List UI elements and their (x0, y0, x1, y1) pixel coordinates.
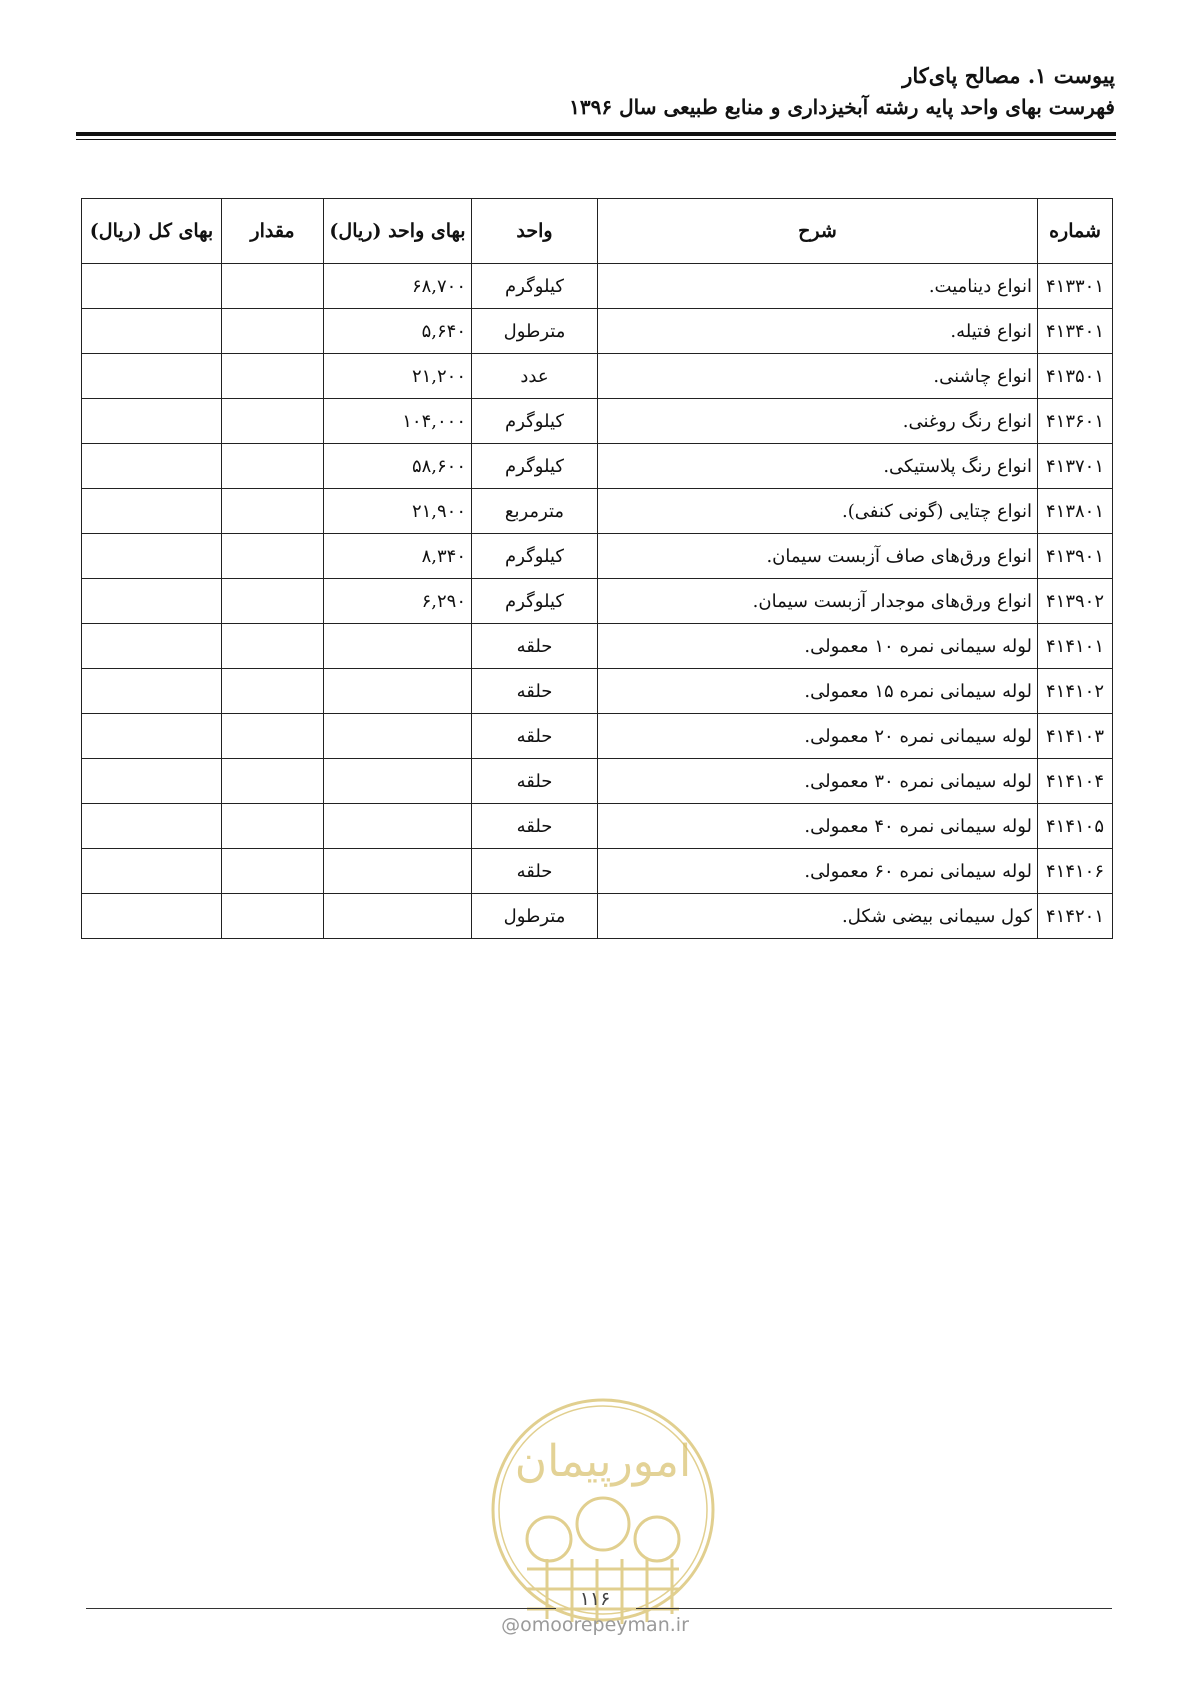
table-row (82, 849, 1113, 894)
watermark-text: امورپیمان (514, 1436, 692, 1487)
row-description: انواع چاشنی. (598, 354, 1038, 399)
table-row (82, 624, 1113, 669)
row-code: ۴۱۴۲۰۱ (1038, 894, 1113, 939)
table-row (82, 444, 1113, 489)
row-code: ۴۱۳۹۰۲ (1038, 579, 1113, 624)
row-total-price (82, 714, 222, 759)
table-row (82, 804, 1113, 849)
footer-rule-left (86, 1608, 556, 1609)
website-credit: @omoorepeyman.ir (501, 1614, 689, 1636)
row-quantity (222, 399, 324, 444)
table-header-row (82, 199, 1113, 264)
table-row (82, 399, 1113, 444)
row-total-price (82, 579, 222, 624)
row-unit: کیلوگرم (472, 534, 598, 579)
row-code: ۴۱۴۱۰۶ (1038, 849, 1113, 894)
row-unit: حلقه (472, 759, 598, 804)
row-description: لوله سیمانی نمره ۱۵ معمولی. (598, 669, 1038, 714)
table-row (82, 714, 1113, 759)
row-total-price (82, 759, 222, 804)
row-code: ۴۱۴۱۰۴ (1038, 759, 1113, 804)
row-unit: حلقه (472, 669, 598, 714)
row-quantity (222, 354, 324, 399)
row-description: انواع رنگ روغنی. (598, 399, 1038, 444)
row-code: ۴۱۳۳۰۱ (1038, 264, 1113, 309)
row-code: ۴۱۴۱۰۲ (1038, 669, 1113, 714)
row-total-price (82, 894, 222, 939)
row-unit-price (324, 849, 472, 894)
row-unit-price: ۲۱,۲۰۰ (324, 354, 472, 399)
row-unit: کیلوگرم (472, 579, 598, 624)
row-code: ۴۱۳۹۰۱ (1038, 534, 1113, 579)
row-quantity (222, 579, 324, 624)
col-header-total-price: بهای کل (ریال) (82, 199, 222, 264)
table-row (82, 669, 1113, 714)
row-total-price (82, 804, 222, 849)
row-unit: عدد (472, 354, 598, 399)
row-quantity (222, 894, 324, 939)
row-unit-price (324, 624, 472, 669)
table-row (82, 264, 1113, 309)
row-quantity (222, 489, 324, 534)
appendix-title: پیوست ۱. مصالح پای‌کار (902, 63, 1115, 88)
row-unit-price (324, 804, 472, 849)
row-code: ۴۱۳۸۰۱ (1038, 489, 1113, 534)
row-code: ۴۱۳۵۰۱ (1038, 354, 1113, 399)
row-total-price (82, 624, 222, 669)
row-code: ۴۱۴۱۰۱ (1038, 624, 1113, 669)
row-total-price (82, 264, 222, 309)
row-description: کول سیمانی بیضی شکل. (598, 894, 1038, 939)
header-rule-thin (76, 139, 1116, 140)
header-rule-thick (76, 132, 1116, 136)
row-unit-price (324, 894, 472, 939)
row-unit: حلقه (472, 849, 598, 894)
row-description: لوله سیمانی نمره ۶۰ معمولی. (598, 849, 1038, 894)
row-total-price (82, 489, 222, 534)
row-unit-price: ۲۱,۹۰۰ (324, 489, 472, 534)
row-unit-price (324, 759, 472, 804)
col-header-unit-price: بهای واحد (ریال) (324, 199, 472, 264)
col-header-description: شرح (598, 199, 1038, 264)
col-header-quantity: مقدار (222, 199, 324, 264)
row-code: ۴۱۳۷۰۱ (1038, 444, 1113, 489)
row-unit-price (324, 669, 472, 714)
table-row (82, 354, 1113, 399)
table-row (82, 894, 1113, 939)
row-description: انواع رنگ پلاستیکی. (598, 444, 1038, 489)
row-total-price (82, 534, 222, 579)
row-quantity (222, 444, 324, 489)
row-description: انواع ورق‌های موجدار آزبست سیمان. (598, 579, 1038, 624)
row-unit: کیلوگرم (472, 444, 598, 489)
table-body (82, 264, 1113, 939)
row-unit-price: ۵۸,۶۰۰ (324, 444, 472, 489)
row-unit: مترطول (472, 894, 598, 939)
page-header (75, 60, 1115, 122)
row-unit: حلقه (472, 804, 598, 849)
footer-rule-right (636, 1608, 1112, 1609)
row-total-price (82, 444, 222, 489)
row-code: ۴۱۴۱۰۵ (1038, 804, 1113, 849)
table-row (82, 489, 1113, 534)
row-description: لوله سیمانی نمره ۲۰ معمولی. (598, 714, 1038, 759)
row-code: ۴۱۳۶۰۱ (1038, 399, 1113, 444)
row-quantity (222, 264, 324, 309)
document-title: فهرست بهای واحد پایه رشته آبخیزداری و منابع طبیعی سال ۱۳۹۶ (569, 95, 1115, 119)
row-description: لوله سیمانی نمره ۳۰ معمولی. (598, 759, 1038, 804)
row-quantity (222, 849, 324, 894)
row-quantity (222, 624, 324, 669)
row-total-price (82, 354, 222, 399)
row-description: انواع ورق‌های صاف آزبست سیمان. (598, 534, 1038, 579)
row-unit: کیلوگرم (472, 264, 598, 309)
row-description: لوله سیمانی نمره ۴۰ معمولی. (598, 804, 1038, 849)
row-description: لوله سیمانی نمره ۱۰ معمولی. (598, 624, 1038, 669)
table-row (82, 579, 1113, 624)
row-unit: حلقه (472, 624, 598, 669)
table-row (82, 759, 1113, 804)
row-total-price (82, 849, 222, 894)
col-header-code: شماره (1038, 199, 1113, 264)
col-header-unit: واحد (472, 199, 598, 264)
row-code: ۴۱۴۱۰۳ (1038, 714, 1113, 759)
row-unit-price: ۱۰۴,۰۰۰ (324, 399, 472, 444)
table-row (82, 534, 1113, 579)
row-description: انواع چتایی (گونی کنفی). (598, 489, 1038, 534)
row-unit-price: ۸,۳۴۰ (324, 534, 472, 579)
row-quantity (222, 309, 324, 354)
row-unit-price (324, 714, 472, 759)
row-quantity (222, 534, 324, 579)
row-unit: حلقه (472, 714, 598, 759)
row-unit-price: ۶۸,۷۰۰ (324, 264, 472, 309)
row-quantity (222, 714, 324, 759)
page-number: ۱۱۶ (579, 1588, 611, 1610)
row-quantity (222, 669, 324, 714)
row-unit: مترطول (472, 309, 598, 354)
row-unit: مترمربع (472, 489, 598, 534)
row-code: ۴۱۳۴۰۱ (1038, 309, 1113, 354)
row-description: انواع فتیله. (598, 309, 1038, 354)
row-description: انواع دینامیت. (598, 264, 1038, 309)
row-unit-price: ۵,۶۴۰ (324, 309, 472, 354)
price-table (81, 198, 1113, 939)
row-total-price (82, 669, 222, 714)
table-row (82, 309, 1113, 354)
row-quantity (222, 804, 324, 849)
row-total-price (82, 399, 222, 444)
row-unit: کیلوگرم (472, 399, 598, 444)
row-quantity (222, 759, 324, 804)
row-total-price (82, 309, 222, 354)
row-unit-price: ۶,۲۹۰ (324, 579, 472, 624)
